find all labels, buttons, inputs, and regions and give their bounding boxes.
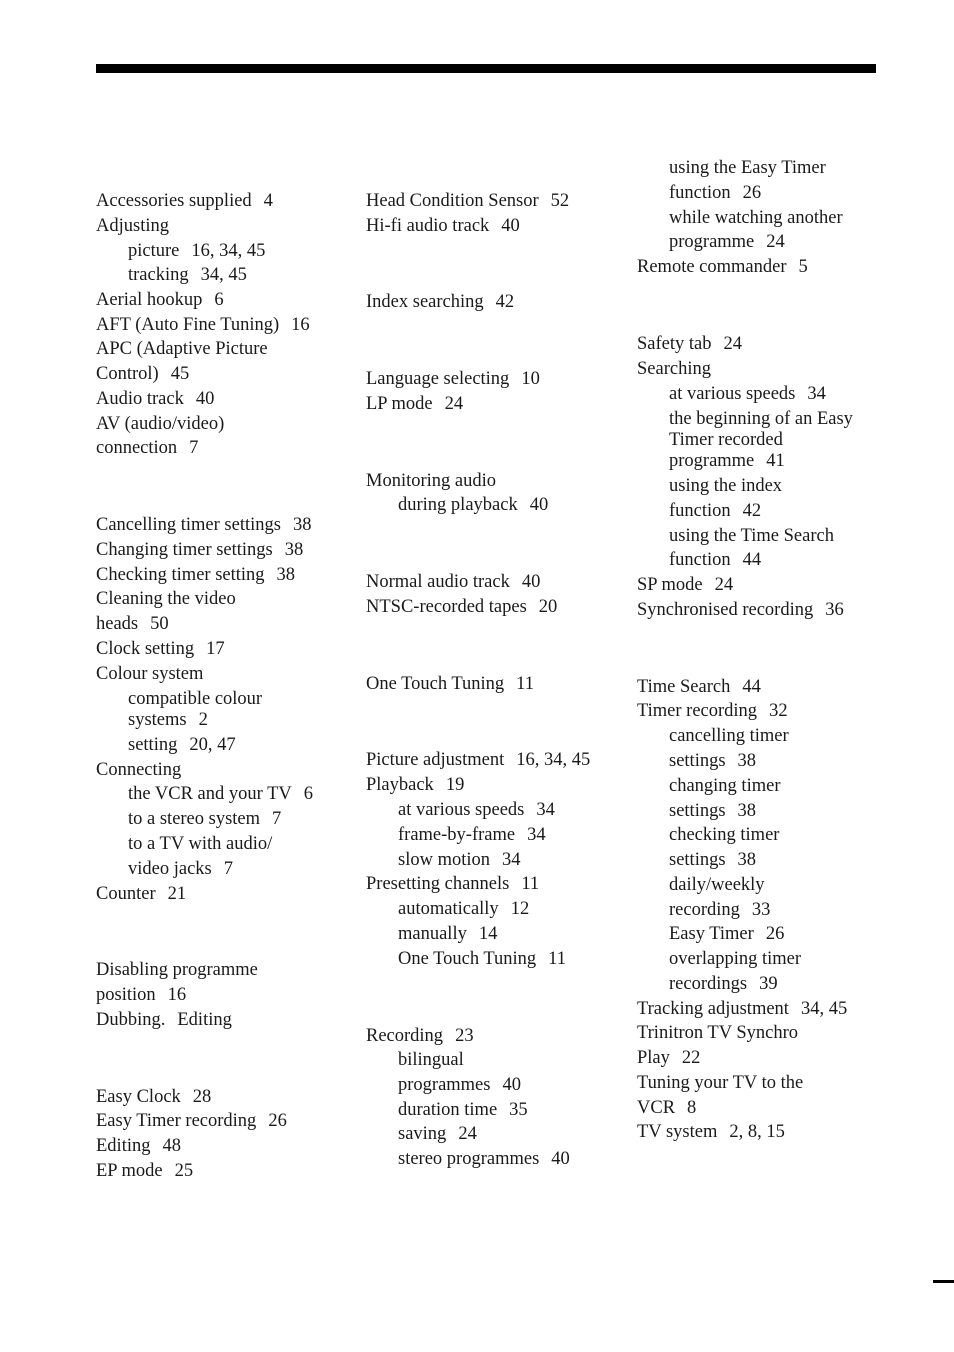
index-entry — [96, 190, 273, 212]
page-edge-mark — [933, 1280, 954, 1283]
index-subentry — [398, 923, 497, 945]
index-term: Connecting — [96, 760, 182, 780]
index-entry — [637, 1022, 798, 1044]
index-entry — [96, 338, 268, 360]
index-entry — [96, 759, 181, 781]
index-term: to a stereo system — [128, 809, 261, 829]
index-term: automatically — [398, 899, 499, 919]
index-term: Easy Clock — [96, 1087, 181, 1107]
index-entry — [637, 358, 711, 380]
index-entry — [366, 215, 520, 237]
index-subentry — [669, 450, 785, 472]
index-page-ref: 23 — [455, 1026, 474, 1046]
index-term: function — [669, 501, 731, 521]
index-term: frame-by-frame — [398, 825, 516, 845]
index-page-ref: 34, 45 — [800, 999, 848, 1019]
index-entry — [96, 663, 203, 685]
index-entry — [366, 873, 539, 895]
index-term: Counter — [96, 884, 156, 904]
index-term: daily/weekly — [669, 875, 765, 895]
index-term: VCR — [637, 1098, 676, 1118]
index-page-ref: 40 — [529, 495, 549, 515]
index-entry — [366, 470, 496, 492]
index-page-ref: 28 — [192, 1087, 212, 1107]
index-page-ref: 33 — [751, 900, 771, 920]
index-term: settings — [669, 751, 726, 771]
index-subentry — [669, 775, 780, 797]
index-term: Index searching — [366, 292, 484, 312]
index-page-ref: 16 — [291, 315, 310, 335]
index-subentry — [669, 750, 756, 772]
index-term: Time Search — [637, 677, 731, 697]
index-page-ref: 6 — [214, 290, 224, 310]
index-term: Head Condition Sensor — [366, 191, 539, 211]
index-entry — [637, 1047, 700, 1069]
index-page-ref: 2 — [198, 710, 208, 730]
index-entry — [96, 314, 310, 336]
index-page-ref: 24 — [714, 575, 734, 595]
index-entry — [96, 363, 189, 385]
index-term: Play — [637, 1048, 670, 1068]
index-page-ref: 50 — [150, 614, 169, 634]
index-subentry — [398, 849, 521, 871]
index-page-ref: 44 — [742, 677, 761, 697]
index-entry — [637, 599, 844, 621]
index-term: at various speeds — [669, 384, 796, 404]
index-term: position — [96, 985, 156, 1005]
index-entry — [96, 388, 214, 410]
index-term: setting — [128, 735, 178, 755]
index-page-ref: 40 — [551, 1149, 570, 1169]
index-page-ref: 4 — [263, 191, 273, 211]
index-subentry — [128, 783, 313, 805]
index-page-ref: 6 — [303, 784, 314, 804]
index-entry — [96, 289, 224, 311]
index-entry — [366, 1025, 474, 1047]
index-page-ref: 25 — [174, 1161, 194, 1181]
index-term: recordings — [669, 974, 748, 994]
index-entry — [96, 959, 258, 981]
index-term: connection — [96, 438, 178, 458]
index-page-ref: 38 — [284, 540, 304, 560]
index-page-ref: 34 — [502, 850, 521, 870]
index-term: picture — [128, 241, 180, 261]
index-page-ref: 40 — [502, 1075, 521, 1095]
index-term: cancelling timer — [669, 726, 789, 746]
index-page-ref: 20 — [538, 597, 558, 617]
index-entry — [637, 333, 742, 355]
index-term: Accessories supplied — [96, 191, 252, 211]
index-subentry — [128, 240, 265, 262]
index-entry — [366, 393, 463, 415]
index-term: TV system — [637, 1122, 718, 1142]
index-page-ref: 21 — [167, 884, 187, 904]
index-page-ref: 32 — [769, 701, 788, 721]
index-page-ref: 5 — [798, 257, 808, 277]
index-term: Cancelling timer settings — [96, 515, 281, 535]
index-entry — [96, 638, 225, 660]
index-subentry — [669, 824, 779, 846]
index-term: using the Easy Timer — [669, 158, 826, 178]
index-term: function — [669, 183, 731, 203]
index-term: Audio track — [96, 389, 184, 409]
index-entry — [637, 700, 788, 722]
index-term: function — [669, 550, 731, 570]
index-term: Changing timer settings — [96, 540, 273, 560]
index-term: EP mode — [96, 1161, 163, 1181]
index-page-ref: 7 — [189, 438, 199, 458]
index-entry — [366, 749, 590, 771]
index-entry — [637, 574, 733, 596]
index-term: using the Time Search — [669, 526, 834, 546]
index-term: overlapping timer — [669, 949, 802, 969]
index-subentry — [128, 264, 247, 286]
index-page-ref: 24 — [723, 334, 742, 354]
index-term: settings — [669, 850, 726, 870]
index-subentry — [669, 500, 761, 522]
index-entry — [96, 1110, 287, 1132]
index-subentry — [669, 408, 853, 430]
index-page-ref: 42 — [742, 501, 762, 521]
index-page-ref: 11 — [516, 674, 534, 694]
index-page-ref: 38 — [737, 801, 757, 821]
index-term: Aerial hookup — [96, 290, 203, 310]
index-term: Colour system — [96, 664, 204, 684]
index-term: Easy Timer recording — [96, 1111, 257, 1131]
index-term: Remote commander — [637, 257, 787, 277]
index-page-ref: 26 — [268, 1111, 287, 1131]
index-term: Dubbing. — [96, 1010, 166, 1030]
index-page-ref: 20, 47 — [189, 735, 236, 755]
index-term: Language selecting — [366, 369, 510, 389]
index-entry — [366, 571, 540, 593]
index-page-ref: 34 — [527, 825, 546, 845]
index-page-ref: 41 — [766, 451, 785, 471]
index-page-ref: 52 — [550, 191, 570, 211]
index-page-ref: 36 — [825, 600, 844, 620]
index-entry — [96, 613, 169, 635]
index-term: Tracking adjustment — [637, 999, 789, 1019]
index-page-ref: 38 — [276, 565, 296, 585]
index-subentry — [669, 157, 826, 179]
index-page-ref: 26 — [765, 924, 785, 944]
index-subentry — [398, 1099, 528, 1121]
index-page-ref: 11 — [548, 949, 566, 969]
index-entry — [637, 998, 847, 1020]
index-entry — [96, 564, 295, 586]
index-page-ref: 40 — [521, 572, 541, 592]
index-term: Normal audio track — [366, 572, 510, 592]
index-term: SP mode — [637, 575, 703, 595]
index-page-ref: 8 — [687, 1098, 697, 1118]
index-term: APC (Adaptive Picture — [96, 339, 268, 359]
index-entry — [96, 413, 224, 435]
index-entry — [366, 190, 569, 212]
index-subentry — [669, 948, 801, 970]
index-page-ref: 22 — [681, 1048, 701, 1068]
index-subentry — [669, 525, 834, 547]
index-subentry — [128, 833, 272, 855]
index-subentry — [669, 475, 782, 497]
index-term: tracking — [128, 265, 189, 285]
index-subentry — [398, 898, 529, 920]
index-term: AFT (Auto Fine Tuning) — [96, 315, 280, 335]
index-term: Adjusting — [96, 216, 169, 236]
index-page-ref: 16, 34, 45 — [516, 750, 591, 770]
index-page-ref: 38 — [737, 751, 757, 771]
index-term: Tuning your TV to the — [637, 1073, 804, 1093]
index-page-ref: 11 — [521, 874, 540, 894]
index-page-ref: 17 — [206, 639, 225, 659]
index-term: Synchronised recording — [637, 600, 814, 620]
index-term: heads — [96, 614, 139, 634]
index-subentry — [669, 549, 761, 571]
index-page-ref: 19 — [445, 775, 465, 795]
index-entry — [637, 1121, 785, 1143]
index-page-ref: 44 — [742, 550, 762, 570]
index-term: Safety tab — [637, 334, 712, 354]
index-subentry — [669, 849, 756, 871]
index-term: checking timer — [669, 825, 780, 845]
index-entry — [96, 1135, 181, 1157]
index-term: the beginning of an Easy — [669, 409, 853, 429]
index-entry — [96, 588, 236, 610]
index-page-ref: 24 — [444, 394, 464, 414]
index-term: during playback — [398, 495, 518, 515]
index-term: Picture adjustment — [366, 750, 505, 770]
index-term: stereo programmes — [398, 1149, 540, 1169]
index-subentry — [669, 800, 756, 822]
index-subentry — [128, 858, 233, 880]
index-page-ref: Editing — [177, 1010, 232, 1030]
index-entry — [96, 215, 169, 237]
index-term: at various speeds — [398, 800, 525, 820]
index-term: One Touch Tuning — [366, 674, 505, 694]
index-term: changing timer — [669, 776, 781, 796]
index-entry — [96, 437, 198, 459]
index-term: NTSC-recorded tapes — [366, 597, 527, 617]
index-subentry — [669, 973, 778, 995]
index-subentry — [669, 231, 785, 253]
index-term: Clock setting — [96, 639, 195, 659]
index-page-ref: 34 — [807, 384, 826, 404]
index-subentry — [669, 182, 761, 204]
index-term: Easy Timer — [669, 924, 754, 944]
index-page-ref: 16 — [167, 985, 187, 1005]
index-term: Checking timer setting — [96, 565, 265, 585]
index-term: the VCR and your TV — [128, 784, 292, 804]
index-term: slow motion — [398, 850, 490, 870]
index-page-ref: 12 — [510, 899, 530, 919]
index-subentry — [398, 1123, 477, 1145]
index-page-ref: 24 — [458, 1124, 477, 1144]
index-subentry — [669, 383, 826, 405]
index-term: Cleaning the video — [96, 589, 236, 609]
index-subentry — [128, 688, 262, 710]
index-entry — [96, 514, 311, 536]
index-page-ref: 39 — [759, 974, 778, 994]
index-term: saving — [398, 1124, 447, 1144]
index-entry — [637, 1097, 696, 1119]
index-page-ref: 16, 34, 45 — [191, 241, 266, 261]
index-subentry — [669, 923, 784, 945]
index-entry — [637, 1072, 803, 1094]
index-entry — [637, 676, 761, 698]
index-page-ref: 40 — [195, 389, 215, 409]
index-term: to a TV with audio/ — [128, 834, 273, 854]
index-page-ref: 34, 45 — [200, 265, 247, 285]
index-entry — [366, 774, 464, 796]
index-subentry — [398, 1074, 521, 1096]
index-entry — [366, 596, 557, 618]
index-page-ref: 48 — [162, 1136, 181, 1156]
index-term: Editing — [96, 1136, 151, 1156]
index-subentry — [398, 799, 555, 821]
index-subentry — [669, 874, 765, 896]
index-term: compatible colour — [128, 689, 263, 709]
index-entry — [366, 291, 514, 313]
index-page-ref: 26 — [742, 183, 762, 203]
index-term: Trinitron TV Synchro — [637, 1023, 799, 1043]
index-entry — [96, 1160, 193, 1182]
index-term: settings — [669, 801, 726, 821]
index-term: Recording — [366, 1026, 444, 1046]
index-term: Playback — [366, 775, 434, 795]
index-term: Monitoring audio — [366, 471, 497, 491]
index-term: Presetting channels — [366, 874, 510, 894]
index-page-ref: 42 — [495, 292, 515, 312]
index-entry — [96, 539, 303, 561]
index-term: One Touch Tuning — [398, 949, 537, 969]
index-term: recording — [669, 900, 740, 920]
index-entry — [366, 368, 540, 390]
index-term: Searching — [637, 359, 711, 379]
index-term: bilingual — [398, 1050, 464, 1070]
index-entry — [366, 673, 534, 695]
index-subentry — [398, 824, 546, 846]
index-subentry — [669, 725, 789, 747]
index-subentry — [128, 709, 208, 731]
index-term: while watching another — [669, 208, 843, 228]
index-term: Hi-fi audio track — [366, 216, 490, 236]
index-term: LP mode — [366, 394, 433, 414]
index-term: Disabling programme — [96, 960, 258, 980]
index-page-ref: 34 — [536, 800, 555, 820]
index-term: AV (audio/video) — [96, 414, 225, 434]
index-term: video jacks — [128, 859, 212, 879]
index-subentry — [398, 1148, 570, 1170]
index-page-ref: 10 — [521, 369, 540, 389]
index-subentry — [398, 1049, 464, 1071]
index-term: Control) — [96, 364, 159, 384]
index-term: duration time — [398, 1100, 498, 1120]
top-rule — [96, 64, 876, 73]
index-term: Timer recording — [637, 701, 758, 721]
index-entry — [96, 984, 186, 1006]
index-entry — [637, 256, 808, 278]
index-entry — [96, 1009, 232, 1031]
index-subentry — [398, 494, 548, 516]
index-term: systems — [128, 710, 187, 730]
index-page-ref: 35 — [509, 1100, 528, 1120]
index-subentry — [669, 207, 843, 229]
index-page-ref: 7 — [223, 859, 233, 879]
index-page-ref: 14 — [478, 924, 498, 944]
index-entry — [96, 1086, 211, 1108]
index-subentry — [128, 734, 236, 756]
index-term: manually — [398, 924, 467, 944]
index-term: programme — [669, 232, 755, 252]
index-term: programmes — [398, 1075, 491, 1095]
index-subentry — [669, 429, 783, 451]
index-page-ref: 40 — [501, 216, 520, 236]
index-term: programme — [669, 451, 755, 471]
index-page-ref: 45 — [170, 364, 190, 384]
index-subentry — [128, 808, 281, 830]
index-page-ref: 7 — [272, 809, 282, 829]
index-page-ref: 24 — [766, 232, 785, 252]
index-entry — [96, 883, 186, 905]
index-page-ref: 2, 8, 15 — [729, 1122, 785, 1142]
index-page-ref: 38 — [737, 850, 757, 870]
index-subentry — [669, 899, 770, 921]
index-subentry — [398, 948, 566, 970]
index-term: Timer recorded — [669, 430, 783, 450]
index-term: using the index — [669, 476, 783, 496]
index-page-ref: 38 — [292, 515, 312, 535]
